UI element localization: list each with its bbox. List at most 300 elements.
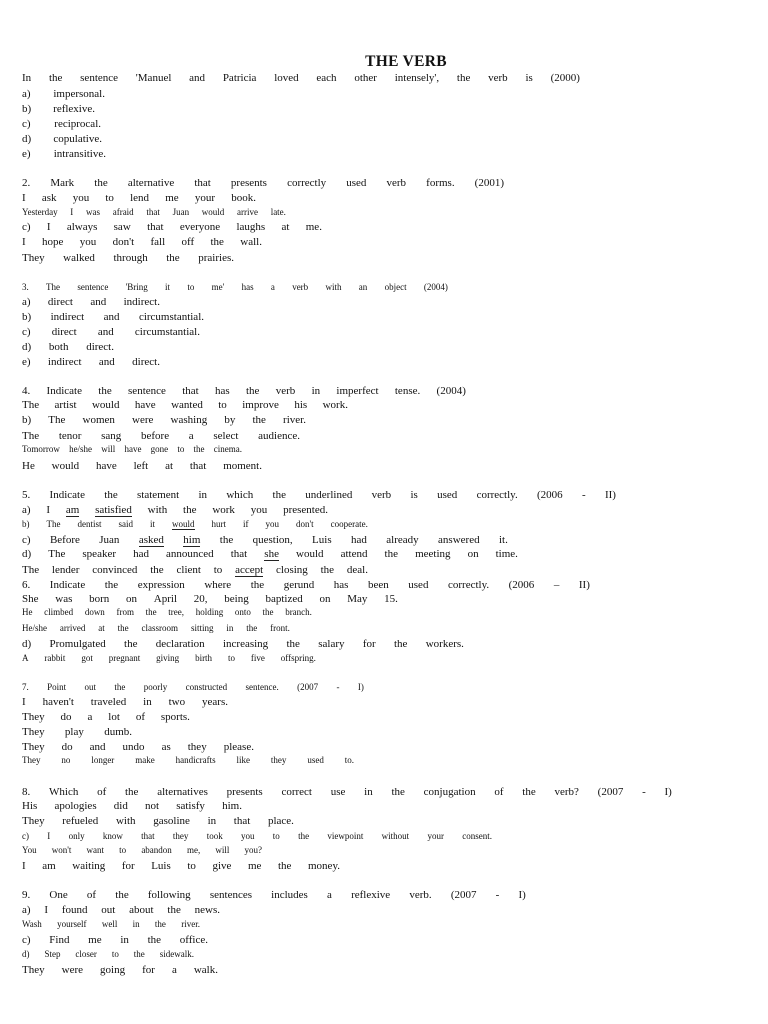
word: I (46, 504, 51, 516)
word: (2000) (550, 72, 580, 84)
word: Indicate (49, 489, 85, 501)
word: in (132, 919, 140, 929)
word: office. (179, 934, 208, 946)
word: to (213, 564, 223, 576)
word: question, (252, 534, 293, 546)
word: tenor (58, 430, 82, 442)
text-line (22, 742, 254, 753)
word: Before (49, 534, 80, 546)
text-line (22, 283, 448, 292)
word: b) (22, 103, 32, 115)
word: and (89, 741, 106, 753)
word: won't (51, 845, 72, 855)
word: they (172, 831, 189, 841)
word: indirect. (123, 296, 160, 308)
word: d) (22, 949, 30, 959)
word: 7. (22, 682, 29, 692)
word: out (101, 904, 116, 916)
word: two (168, 696, 186, 708)
word: where (204, 579, 232, 591)
text-line (22, 149, 106, 160)
word: consent. (462, 831, 492, 841)
word: a (270, 282, 275, 292)
text-line (22, 415, 306, 426)
word: the (219, 534, 234, 546)
word: alternatives (157, 786, 208, 798)
word: by (224, 414, 236, 426)
word: the (104, 579, 119, 591)
word: circumstantial. (138, 311, 204, 323)
word: don't (296, 519, 314, 529)
word: circumstantial. (134, 326, 200, 338)
word: – (553, 579, 560, 591)
word: him (183, 534, 201, 546)
word: dentist (77, 519, 102, 529)
word: - (336, 682, 340, 692)
word: that (233, 815, 251, 827)
text-line (22, 832, 492, 841)
word: was (86, 207, 100, 217)
word: to (177, 444, 185, 454)
text-line (22, 461, 262, 472)
word: money. (308, 860, 340, 872)
word: and (189, 72, 206, 84)
word: I (22, 860, 26, 872)
word: that (189, 460, 207, 472)
text-line (22, 490, 616, 501)
word: sang (101, 430, 122, 442)
word: did (113, 800, 128, 812)
word: traveled (90, 696, 127, 708)
text-line (22, 846, 262, 855)
word: speaker (82, 548, 116, 560)
word: always (66, 221, 98, 233)
word: make (135, 755, 155, 765)
word: to (187, 860, 196, 872)
word: that (230, 548, 248, 560)
word: at (165, 460, 174, 472)
word: in (198, 489, 208, 501)
word: c) (22, 534, 31, 546)
text-line (22, 357, 160, 368)
word: want (86, 845, 105, 855)
word: d) (22, 341, 32, 353)
word: Indicate (46, 385, 82, 397)
word: the (114, 682, 126, 692)
word: know (102, 831, 123, 841)
word: river. (283, 414, 306, 426)
word: the (183, 504, 197, 516)
word: baptized (265, 593, 303, 605)
word: closer (75, 949, 97, 959)
word: artist (54, 399, 77, 411)
text-line (22, 73, 580, 84)
word: me, (186, 845, 201, 855)
word: well (101, 919, 118, 929)
word: the (393, 638, 408, 650)
word: late. (270, 207, 286, 217)
word: the (154, 919, 166, 929)
word: Mark (50, 177, 75, 189)
word: presented. (283, 504, 328, 516)
word: were (61, 964, 83, 976)
word: the (210, 236, 224, 248)
word: off (181, 236, 195, 248)
word: They (22, 755, 41, 765)
word: don't (112, 236, 135, 248)
word: the (94, 177, 108, 189)
word: b) (22, 519, 30, 529)
word: One (49, 889, 68, 901)
word: expression (137, 579, 185, 591)
text-line (22, 222, 322, 233)
text-line (22, 756, 354, 765)
word: includes (271, 889, 308, 901)
word: born (89, 593, 110, 605)
word: the (147, 934, 162, 946)
text-line (22, 787, 672, 798)
word: it (150, 519, 156, 529)
text-line (22, 445, 242, 454)
word: and (103, 311, 120, 323)
word: longer (91, 755, 115, 765)
word: said (118, 519, 133, 529)
word: was (55, 593, 73, 605)
word: The (22, 399, 40, 411)
word: the (391, 786, 405, 798)
word: an (358, 282, 368, 292)
word: They (22, 741, 45, 753)
text-line (22, 594, 398, 605)
word: reflexive. (53, 103, 95, 115)
word: sentence (80, 72, 119, 84)
word: abandon (141, 845, 172, 855)
word: the (272, 489, 286, 501)
word: with (147, 504, 168, 516)
word: Wash (22, 919, 42, 929)
word: answered (438, 534, 480, 546)
word: They (22, 964, 45, 976)
word: the (320, 564, 335, 576)
word: I (44, 904, 49, 916)
word: birth (195, 653, 213, 663)
word: it (165, 282, 171, 292)
word: no (61, 755, 71, 765)
word: he/she (69, 444, 93, 454)
word: and (97, 326, 114, 338)
word: through (113, 252, 148, 264)
word: 4. (22, 385, 31, 397)
word: I (22, 696, 26, 708)
word: would (296, 548, 324, 560)
word: Promulgated (49, 638, 106, 650)
word: offspring. (280, 653, 316, 663)
word: left (133, 460, 149, 472)
word: sentence. (245, 682, 279, 692)
text-line (22, 965, 218, 976)
word: She (22, 593, 39, 605)
word: They (22, 726, 45, 738)
word: fall (150, 236, 166, 248)
word: from (116, 607, 134, 617)
word: they (270, 755, 287, 765)
word: direct (51, 326, 77, 338)
word: to (105, 192, 114, 204)
word: 'Manuel (135, 72, 172, 84)
word: Tomorrow (22, 444, 60, 454)
word: I (47, 831, 51, 841)
word: refueled (62, 815, 99, 827)
word: walked (63, 252, 95, 264)
word: me. (305, 221, 322, 233)
word: indirect (50, 311, 85, 323)
page-title: THE VERB (365, 53, 447, 70)
word: deal. (346, 564, 368, 576)
word: I (22, 236, 26, 248)
word: had (351, 534, 367, 546)
word: (2004) (423, 282, 448, 292)
word: Indicate (49, 579, 86, 591)
word: would (91, 399, 120, 411)
word: as (161, 741, 171, 753)
word: The (48, 414, 66, 426)
word: they (187, 741, 207, 753)
word: the (245, 385, 260, 397)
text-line (22, 520, 368, 529)
word: the (252, 414, 266, 426)
word: the (193, 444, 205, 454)
word: going (100, 964, 126, 976)
word: verb (292, 282, 309, 292)
word: used (346, 177, 367, 189)
word: classroom (141, 623, 179, 633)
word: He (22, 460, 35, 472)
word: to (227, 653, 235, 663)
word: dumb. (104, 726, 132, 738)
text-line (22, 890, 526, 901)
word: direct. (86, 341, 114, 353)
word: sentences (209, 889, 252, 901)
word: attend (340, 548, 368, 560)
word: would (51, 460, 80, 472)
word: the (522, 786, 536, 798)
word: gerund (283, 579, 315, 591)
word: the (384, 548, 398, 560)
word: hurt (211, 519, 227, 529)
text-line (22, 505, 328, 516)
text-line (22, 312, 204, 323)
word: you (265, 519, 280, 529)
word: c) (22, 934, 31, 946)
word: the (456, 72, 471, 84)
word: 3. (22, 282, 29, 292)
word: on (467, 548, 479, 560)
word: haven't (42, 696, 74, 708)
word: and (90, 296, 107, 308)
word: verb (386, 177, 407, 189)
word: loved (274, 72, 299, 84)
word: walk. (193, 964, 218, 976)
word: the (277, 860, 292, 872)
word: 'Bring (125, 282, 148, 292)
word: work. (322, 399, 348, 411)
word: reflexive (351, 889, 391, 901)
word: not (144, 800, 160, 812)
text-line (22, 935, 208, 946)
word: you (79, 236, 97, 248)
word: arrive (237, 207, 258, 217)
word: have (134, 399, 156, 411)
word: You (22, 845, 37, 855)
word: his (294, 399, 308, 411)
text-line (22, 549, 518, 560)
word: your (427, 831, 444, 841)
word: been (367, 579, 389, 591)
word: announced (166, 548, 214, 560)
word: prairies. (198, 252, 234, 264)
word: accept (235, 564, 264, 576)
word: has (333, 579, 349, 591)
word: the (246, 623, 258, 633)
word: has (241, 282, 254, 292)
text-line (22, 297, 160, 308)
word: me' (211, 282, 225, 292)
word: e) (22, 356, 31, 368)
word: afraid (112, 207, 134, 217)
word: washing (170, 414, 208, 426)
word: I) (357, 682, 364, 692)
word: that (146, 207, 160, 217)
word: it. (498, 534, 508, 546)
word: April (153, 593, 178, 605)
word: constructed (185, 682, 228, 692)
word: place. (267, 815, 294, 827)
word: lender (51, 564, 80, 576)
word: use (330, 786, 346, 798)
text-line (22, 727, 132, 738)
word: Find (49, 934, 70, 946)
word: I) (664, 786, 672, 798)
word: do (61, 741, 73, 753)
word: yourself (57, 919, 87, 929)
text-line (22, 801, 242, 812)
word: of (135, 711, 145, 723)
word: Which (49, 786, 79, 798)
word: improve (242, 399, 279, 411)
word: forms. (426, 177, 455, 189)
word: the (262, 607, 274, 617)
word: to (218, 399, 227, 411)
word: were (132, 414, 154, 426)
word: to (272, 831, 280, 841)
text-line (22, 193, 256, 204)
text-line (22, 712, 190, 723)
word: sitting (190, 623, 214, 633)
word: Patricia (222, 72, 257, 84)
word: verb (275, 385, 296, 397)
word: am (42, 860, 56, 872)
word: holding (195, 607, 224, 617)
word: both (48, 341, 69, 353)
word: arrived (59, 623, 86, 633)
word: the (298, 831, 310, 841)
word: play (64, 726, 84, 738)
word: cinema. (213, 444, 242, 454)
word: a (171, 964, 177, 976)
word: Luis (151, 860, 171, 872)
word: without (381, 831, 410, 841)
word: Luis (312, 534, 332, 546)
word: imperfect (336, 385, 379, 397)
word: sidewalk. (159, 949, 194, 959)
text-line (22, 89, 105, 100)
word: They (22, 252, 45, 264)
word: for (121, 860, 135, 872)
word: verb. (409, 889, 432, 901)
word: to (119, 845, 127, 855)
word: giving (156, 653, 180, 663)
word: meeting (415, 548, 451, 560)
word: (2006 (508, 579, 535, 591)
word: please. (223, 741, 254, 753)
word: me (88, 934, 102, 946)
word: women (82, 414, 115, 426)
word: d) (22, 548, 32, 560)
word: climbed (44, 607, 74, 617)
word: 15. (384, 593, 398, 605)
word: at (281, 221, 290, 233)
word: II) (578, 579, 590, 591)
word: declaration (155, 638, 205, 650)
text-line (22, 386, 466, 397)
text-line (22, 237, 262, 248)
word: object (384, 282, 407, 292)
text-line (22, 565, 368, 576)
word: satisfy (176, 800, 205, 812)
word: alternative (127, 177, 175, 189)
word: (2006 (537, 489, 563, 501)
text-line (22, 816, 294, 827)
word: have (124, 444, 142, 454)
word: your (194, 192, 216, 204)
word: at (98, 623, 105, 633)
word: undo (122, 741, 145, 753)
text-line (22, 119, 101, 130)
word: workers. (425, 638, 464, 650)
word: 20, (193, 593, 208, 605)
word: conjugation (423, 786, 476, 798)
word: lend (130, 192, 150, 204)
word: had (133, 548, 149, 560)
word: of (494, 786, 504, 798)
word: handicrafts (175, 755, 216, 765)
word: the (124, 638, 138, 650)
word: in (207, 815, 217, 827)
word: correctly. (476, 489, 518, 501)
text-line (22, 104, 95, 115)
word: each (316, 72, 337, 84)
text-line (22, 253, 234, 264)
word: am (65, 504, 80, 516)
word: intransitive. (53, 148, 106, 160)
word: Step (44, 949, 61, 959)
word: only (68, 831, 85, 841)
word: wall. (240, 236, 262, 248)
word: found (61, 904, 88, 916)
word: that (194, 177, 211, 189)
word: following (147, 889, 191, 901)
word: hope (42, 236, 64, 248)
